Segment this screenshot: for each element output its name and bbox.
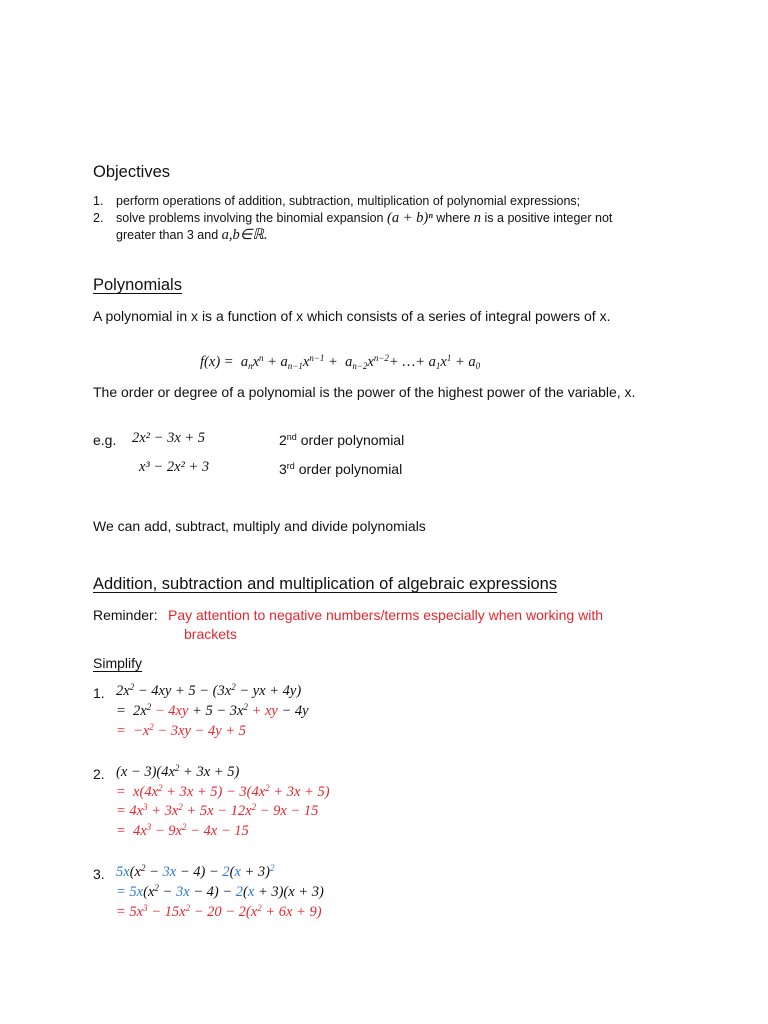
example-2-order-suffix: rd [286,461,295,471]
example-2-label [279,460,402,479]
problem-1-line-3: = $-x^2 - 3xy - 4y + 5$ [116,722,246,739]
problem-3-line-2: = $5x(x^2 - 3x - 4) - 2(x + 3)(x + 3)$ [116,883,324,900]
reminder-label: Reminder: [93,607,158,623]
problem-2-line-2: = $x(4x^2 + 3x + 5) - 3(4x^2 + 3x + 5)$ [116,783,330,800]
addition-heading: Addition, subtraction and multiplication of algebraic expressions [93,575,558,593]
example-2-expression: x³ − 2x² + 3 [139,459,210,475]
objective-2-text-c: is a positive integer not [484,211,613,225]
objectives-heading: Objectives [93,163,171,181]
objective-2-line-1 [116,210,612,227]
polynomials-heading: Polynomials [93,276,182,294]
problem-1-line-1: $2x^2 - 4xy + 5 - (3x^2$ − yx + 4y) [116,682,302,699]
objective-1-text: perform operations of addition, subtraction, multiplication of polynomial expressions; [116,194,581,208]
problem-3-line-3: = $5x^3 - 15x^2 - 20 - 2(x^2 + 6x + 9)$ [116,903,322,920]
objective-1-number: 1. [93,194,104,208]
problem-3-number: 3. [93,866,105,882]
example-1-expression: 2x² − 3x + 5 [132,430,206,446]
objective-2-text-a: solve problems involving the binomial expansion [116,211,384,225]
eg-label: e.g. [93,432,117,448]
polynomial-definition: A polynomial in x is a function of x which consists of a series of integral powers of x. [93,308,611,324]
objective-2-text-d: greater than 3 and [116,228,219,242]
order-definition: The order or degree of a polynomial is the power of the highest power of the variable, x. [93,384,636,400]
problem-2-line-4: = $4x^3 - 9x^2 - 4x - 15$ [116,822,249,839]
objective-2-number: 2. [93,211,104,225]
problem-1-line-2: = $2x^2 - 4xy + 5 - 3x^2$ + xy − 4y [116,702,309,719]
problem-1-number: 1. [93,685,105,701]
reminder-text-line-2: brackets [184,626,237,642]
problem-2-line-3: = $4x^3 + 3x^2 + 5x - 12x^2 - 9x - 15$ [116,802,319,819]
reminder-text-line-1: Pay attention to negative numbers/terms especially when working with [168,607,603,623]
objective-2-line-2 [116,227,268,244]
example-1-order-number: 2 [279,432,287,448]
ab-real-math: a,b∈ℝ. [221,227,268,243]
problem-2-line-1: $(x - 3)(4x^2 + 3x + 5)$ [116,763,240,780]
example-1-order-text: order polynomial [300,432,405,448]
example-1-label [279,431,404,450]
problem-2-number: 2. [93,766,105,782]
example-2-order-text: order polynomial [298,461,403,477]
problem-3-line-1: $5x(x^2 - 3x - 4) - 2(x + 3)^2$ [116,863,275,880]
simplify-heading: Simplify [93,655,143,671]
example-1-order-suffix: nd [286,432,297,442]
example-2-order-number: 3 [279,461,287,477]
n-math: n [473,210,482,226]
polynomial-formula: $f(x) = a_nx^n + a_{n-1}x^{n-1} + a_{n-2}x^{n-2}+$ …+ $a_1x^1 + a_0$ [200,353,481,371]
operations-statement: We can add, subtract, multiply and divide polynomials [93,518,426,534]
binomial-math: (a + b)ⁿ [387,210,433,226]
objective-2-text-b: where [436,211,471,225]
